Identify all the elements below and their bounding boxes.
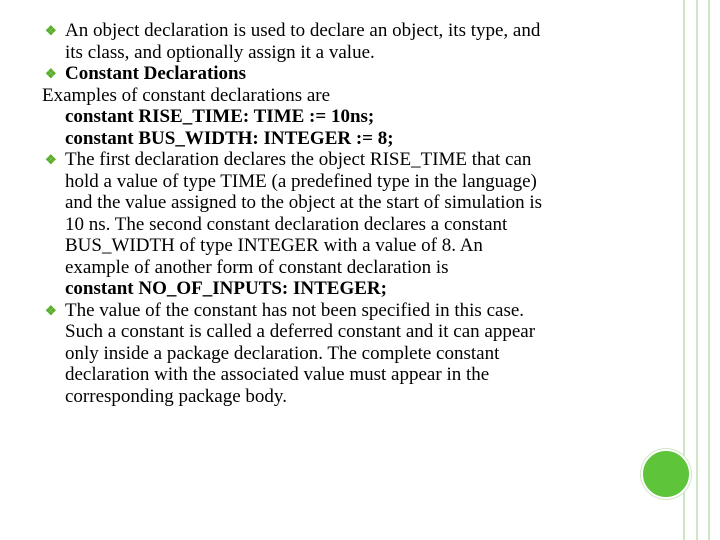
decorative-rail-2 bbox=[696, 0, 698, 540]
text-line bbox=[42, 106, 632, 128]
line-text: corresponding package body. bbox=[65, 385, 287, 407]
decorative-rail-3 bbox=[708, 0, 710, 540]
line-text: and the value assigned to the object at the start of simulation is bbox=[65, 192, 542, 213]
text-line bbox=[42, 63, 632, 85]
line-text: The first declaration declares the object RISE_TIME that can bbox=[65, 149, 532, 170]
checkmark-diamond-icon: ❖ bbox=[45, 23, 57, 38]
paragraph bbox=[42, 300, 632, 408]
text-line bbox=[42, 321, 632, 343]
paragraph bbox=[42, 149, 632, 300]
line-text: Examples of constant declarations are bbox=[42, 84, 331, 106]
paragraph bbox=[42, 63, 632, 85]
text-line bbox=[42, 364, 632, 386]
text-line bbox=[42, 386, 632, 408]
line-text: example of another form of constant declaration is bbox=[65, 256, 449, 278]
line-text: The value of the constant has not been specified in this case. bbox=[65, 299, 525, 321]
text-line bbox=[42, 149, 632, 171]
line-text: only inside a package declaration. The complete constant bbox=[65, 342, 500, 364]
line-text: constant BUS_WIDTH: INTEGER := 8; bbox=[65, 127, 394, 149]
line-text: its class, and optionally assign it a value. bbox=[65, 41, 375, 63]
checkmark-diamond-icon: ❖ bbox=[45, 66, 57, 81]
text-line bbox=[42, 343, 632, 365]
checkmark-diamond-icon: ❖ bbox=[45, 302, 57, 318]
text-line bbox=[42, 192, 632, 214]
decorative-green-circle bbox=[641, 449, 691, 499]
line-text: 10 ns. The second constant declaration declares a constant bbox=[65, 213, 508, 235]
checkmark-diamond-icon: ❖ bbox=[45, 152, 57, 167]
paragraph bbox=[42, 106, 632, 149]
slide-body bbox=[42, 20, 632, 407]
line-text: constant NO_OF_INPUTS: INTEGER; bbox=[65, 278, 387, 299]
line-text: Such a constant is called a deferred constant and it can appear bbox=[65, 321, 536, 342]
text-line bbox=[42, 20, 632, 42]
line-text: constant RISE_TIME: TIME := 10ns; bbox=[65, 106, 375, 127]
line-text: declaration with the associated value must appear in the bbox=[65, 364, 490, 385]
text-line bbox=[42, 278, 632, 300]
line-text: BUS_WIDTH of type INTEGER with a value of 8. An bbox=[65, 235, 483, 256]
line-text: hold a value of type TIME (a predefined type in the language) bbox=[65, 170, 537, 192]
text-line bbox=[42, 128, 632, 150]
text-line bbox=[42, 85, 632, 107]
line-text: Constant Declarations bbox=[65, 63, 247, 84]
text-line bbox=[42, 257, 632, 279]
line-text: An object declaration is used to declare an object, its type, and bbox=[65, 20, 541, 41]
paragraph bbox=[42, 20, 632, 63]
paragraph bbox=[42, 85, 632, 107]
text-line bbox=[42, 171, 632, 193]
text-line bbox=[42, 235, 632, 257]
text-line bbox=[42, 42, 632, 64]
text-line bbox=[42, 214, 632, 236]
text-line bbox=[42, 300, 632, 322]
